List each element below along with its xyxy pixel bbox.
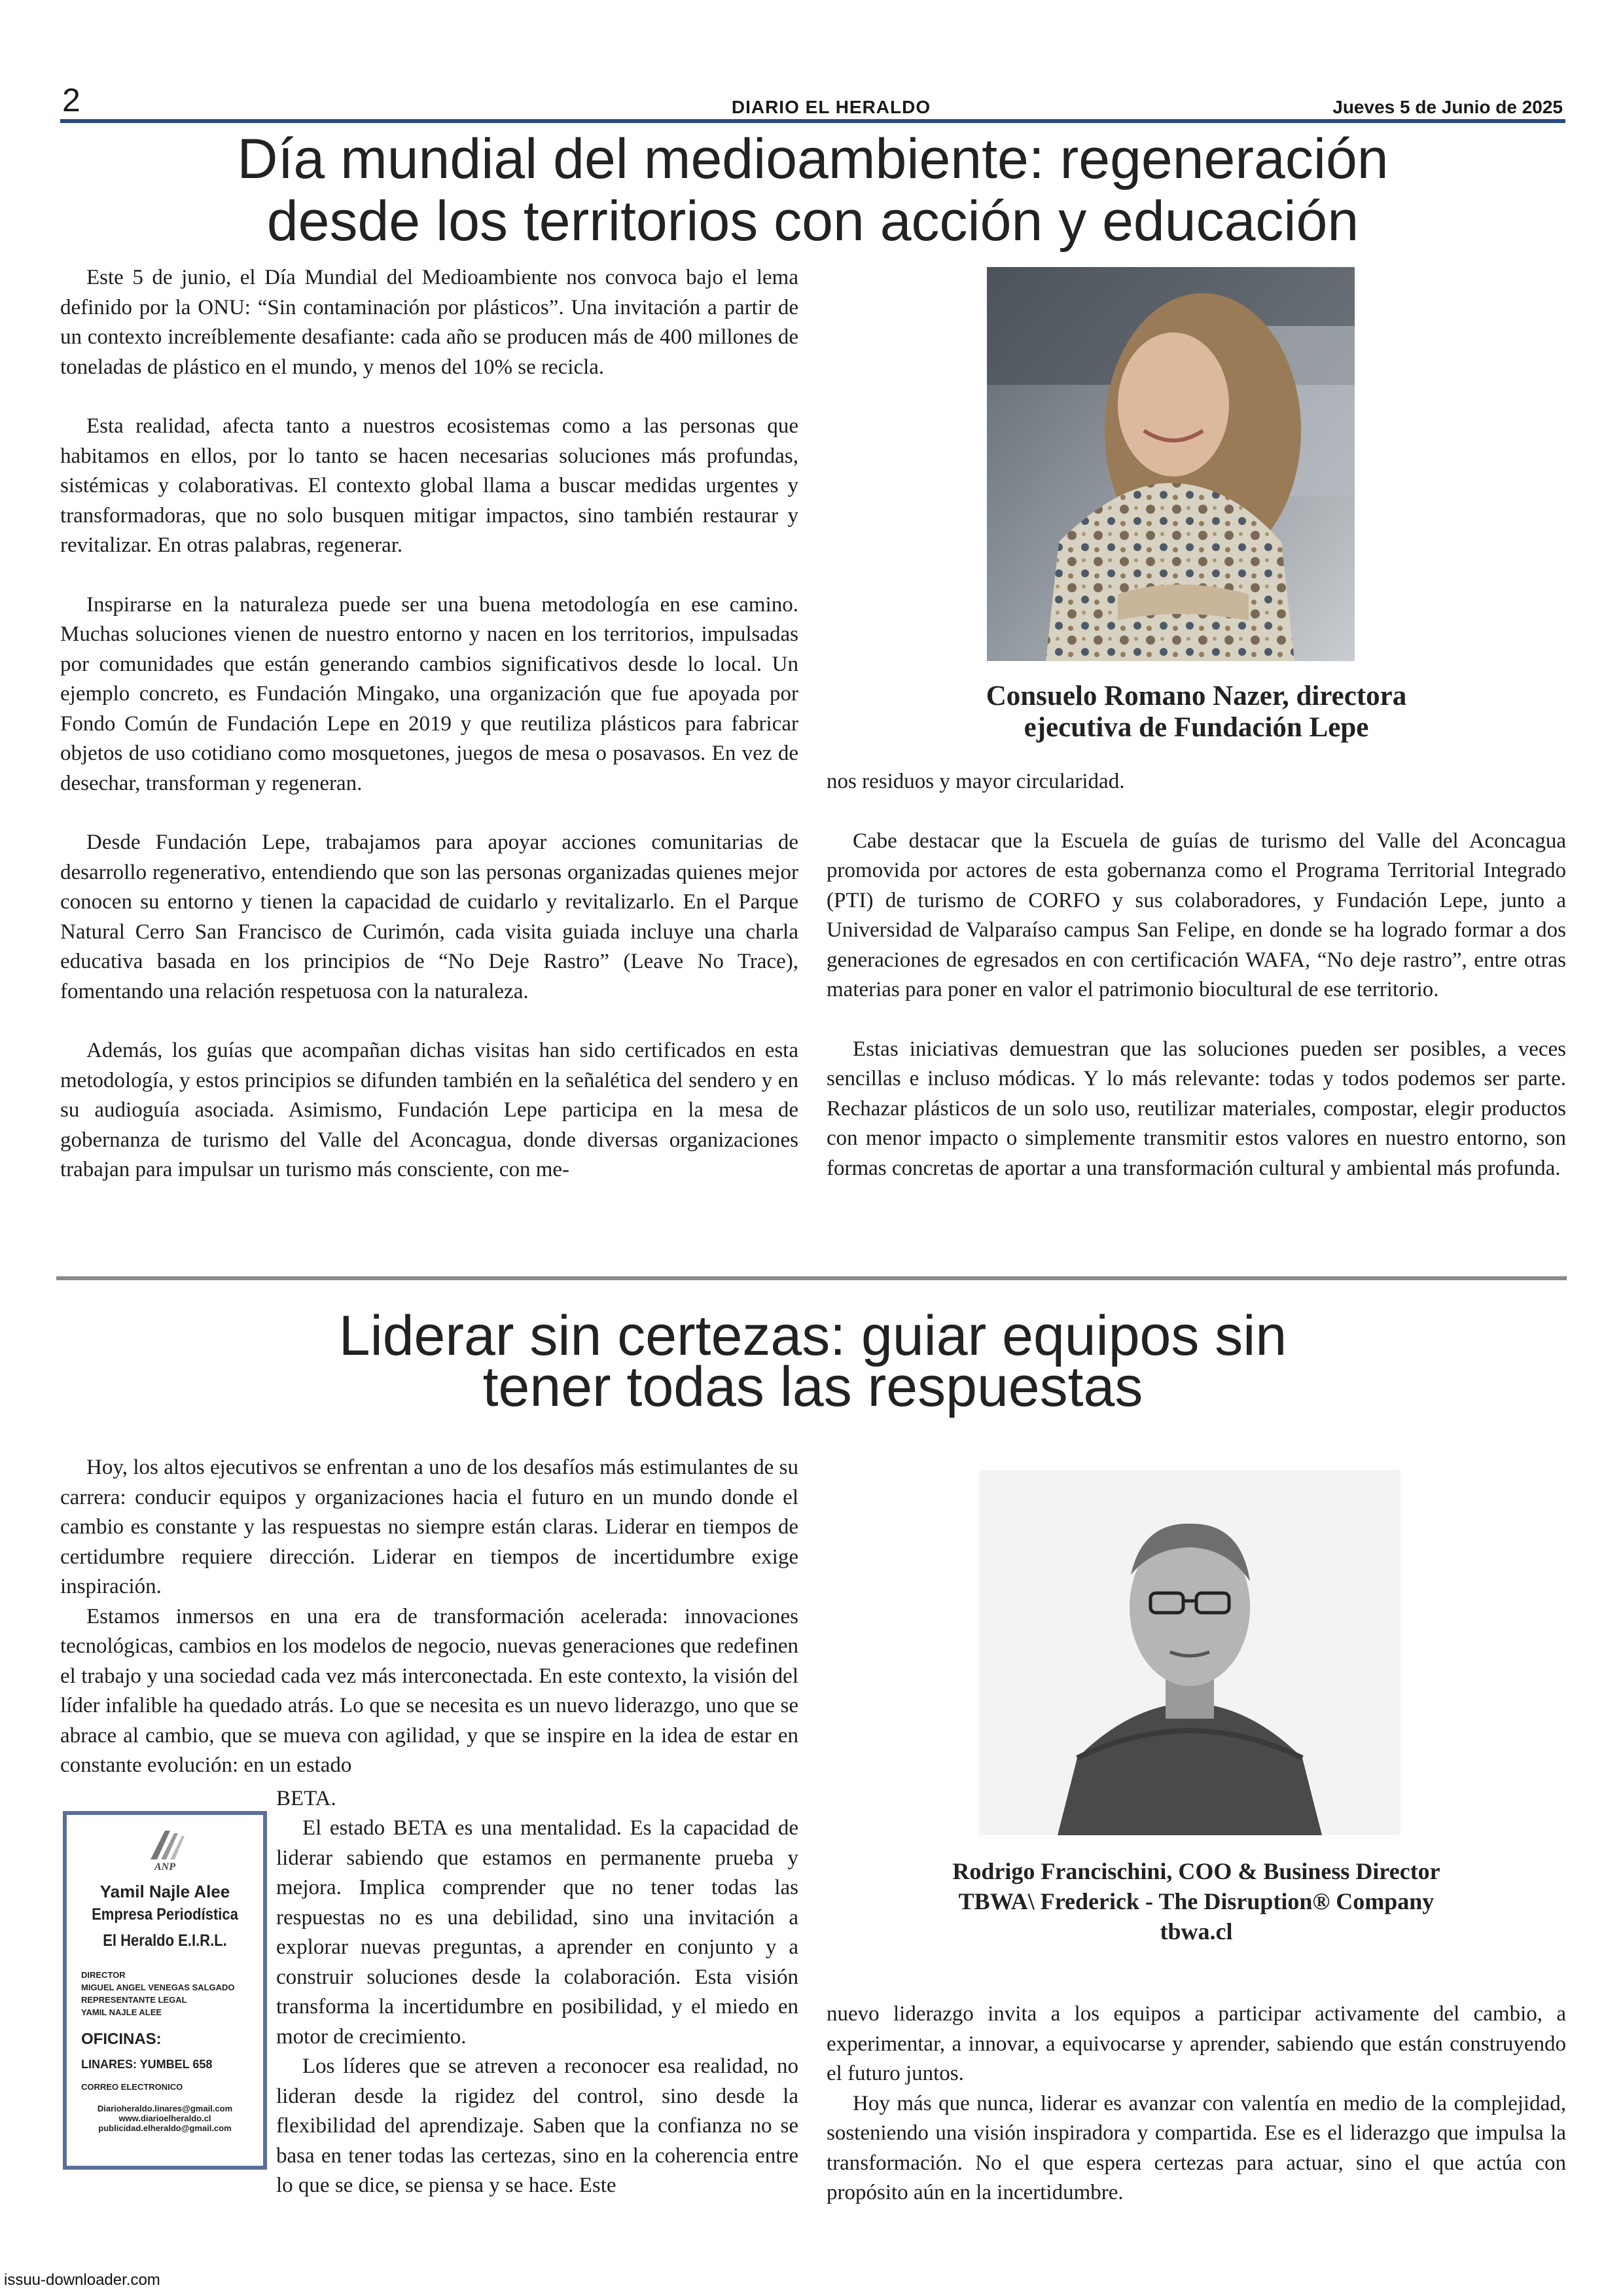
article2-caption-line1: Rodrigo Francischini, COO & Business Director	[952, 1858, 1440, 1884]
masthead-box	[63, 1811, 267, 2170]
masthead-website[interactable]: www.diarioelheraldo.cl	[118, 2113, 211, 2123]
masthead-company-line1: Empresa Periodística	[92, 1905, 238, 1924]
article1-portrait-photo	[987, 267, 1355, 661]
article2-headline	[60, 1304, 1565, 1418]
article1-left-column	[60, 263, 798, 1185]
masthead-ads-email[interactable]: publicidad.elheraldo@gmail.com	[98, 2123, 232, 2133]
header-rule	[60, 119, 1565, 123]
masthead-director-name: MIGUEL ANGEL VENEGAS SALGADO	[81, 1982, 235, 1992]
article1-right-column	[827, 767, 1566, 1183]
masthead-legal-label: REPRESENTANTE LEGAL	[81, 1995, 187, 2005]
article1-paragraph: Cabe destacar que la Escuela de guías de turismo del Valle del Aconcagua promovida por actores de esta gobernanza como el Programa Territorial Integrado (PTI) de turismo de CORFO y sus colaboradores, y Fundación Lepe, junto a Universidad de Valparaíso campus San Felipe, en donde se ha logrado formar a dos generaciones de egresados en con certificación WAFA, “No deje rastro”, entre otras materias para poner en valor el patrimonio biocultural de ese territorio.	[827, 829, 1566, 1001]
masthead-contact	[81, 2104, 249, 2133]
anp-logo-text: ANP	[154, 1861, 175, 1873]
section-divider	[56, 1276, 1567, 1280]
article1-paragraph: Este 5 de junio, el Día Mundial del Medioambiente nos convoca bajo el lema definido por la ONU: “Sin contaminación por plásticos”. Una invitación a partir de un contexto increíblemente desafiante: cada año se producen más de 400 millones de toneladas de plástico en el mundo, y menos del 10% se recicla.	[60, 266, 798, 379]
article2-narrow-column	[276, 1814, 798, 2201]
masthead-email[interactable]: Diarioheraldo.linares@gmail.com	[97, 2104, 233, 2113]
page-number: 2	[62, 82, 80, 118]
article1-headline	[60, 128, 1565, 253]
article1-continuation: nos residuos y mayor circularidad.	[827, 770, 1125, 793]
article2-caption-line3[interactable]: tbwa.cl	[1160, 1918, 1233, 1945]
article2-paragraph: El estado BETA es una mentalidad. Es la capacidad de liderar sabiendo que estamos en permanente prueba y mejora. Implica comprender que no tener todas las respuestas no es una debilidad, sino una invitación a explorar nuevas preguntas, a aprender en conjunto y a construir soluciones desde la colaboración. Esta visión transforma la incertidumbre en posibilidad, y el miedo en motor de crecimiento.	[276, 1816, 798, 2049]
article1-paragraph: Estas iniciativas demuestran que las soluciones pueden ser posibles, a veces sencillas e incluso módicas. Y lo más relevante: todas y todos podemos ser parte. Rechazar plásticos de un solo uso, reutilizar materiales, compostar, elegir productos con menor impacto o simplemente transmitir estos valores en nuestro entorno, son formas concretas de aportar a una transformación cultural y ambiental más profunda.	[827, 1037, 1566, 1180]
newspaper-name: DIARIO EL HERALDO	[731, 97, 931, 117]
article1-paragraph: Esta realidad, afecta tanto a nuestros ecosistemas como a las personas que habitamos en ellos, por lo tanto se hacen necesarias soluciones más profundas, sistémicas y colaborativas. El contexto global llama a buscar medidas urgentes y transformadoras, que no solo busquen mitigar impactos, sino también restaurar y revitalizar. En otras palabras, regenerar.	[60, 414, 798, 557]
article1-paragraph: Inspirarse en la naturaleza puede ser una buena metodología en ese camino. Muchas soluciones vienen de nuestro entorno y nacen en los territorios, impulsadas por comunidades que están generando cambios significativos desde lo local. Un ejemplo concreto, es Fundación Mingako, una organización que fue apoyada por Fondo Común de Fundación Lepe en 2019 y que reutiliza plásticos para fabricar objetos de uso cotidiano como mosquetones, juegos de mesa o posavasos. En vez de desechar, transforman y regeneran.	[60, 592, 798, 795]
article2-caption-line2: TBWA\ Frederick - The Disruption® Company	[958, 1888, 1435, 1914]
watermark: issuu-downloader.com	[4, 2271, 160, 2289]
masthead-legal-name: YAMIL NAJLE ALEE	[81, 2007, 162, 2017]
masthead-director-label: DIRECTOR	[81, 1970, 126, 1980]
article2-headline-line2: tener todas las respuestas	[482, 1355, 1143, 1418]
article2-paragraph: Hoy, los altos ejecutivos se enfrentan a uno de los desafíos más estimulantes de su carrera: conducir equipos y organizaciones hacia el futuro en un mundo donde el cambio es constante y las respuestas no siempre están claras. Liderar en tiempos de certidumbre requiere dirección. Liderar en tiempos de incertidumbre exige inspiración.	[60, 1456, 798, 1598]
article2-paragraph: Hoy más que nunca, liderar es avanzar con valentía en medio de la complejidad, sosteniendo una visión inspiradora y compartida. Ese es el liderazgo que impulsa la transformación. No el que espera certezas para actuar, sino el que actúa con propósito aún en la incertidumbre.	[827, 2091, 1566, 2204]
masthead-company-line2: El Heraldo E.I.R.L.	[103, 1931, 227, 1950]
article2-headline-line1: Liderar sin certezas: guiar equipos sin	[338, 1304, 1287, 1367]
article1-caption-line2: ejecutiva de Fundación Lepe	[1024, 712, 1369, 743]
article2-beta-word: BETA.	[276, 1787, 336, 1810]
masthead-offices-address: LINARES: YUMBEL 658	[81, 2058, 213, 2071]
article2-right-column	[827, 2000, 1566, 2208]
masthead-offices-label: OFICINAS:	[81, 2030, 162, 2048]
anp-logo-icon	[139, 1827, 191, 1873]
article1-paragraph: Además, los guías que acompañan dichas visitas han sido certificados en esta metodología, y estos principios se difunden también en la señalética del sendero y en su audioguía asociada. Asimismo, Fundación Lepe participa en la mesa de gobernanza de turismo del Valle del Aconcagua, donde diversas organizaciones trabajan para impulsar un turismo más consciente, con me-	[60, 1039, 798, 1181]
article1-photo-caption	[827, 681, 1566, 744]
article1-caption-line1: Consuelo Romano Nazer, directora	[986, 681, 1407, 711]
article1-paragraph: Desde Fundación Lepe, trabajamos para apoyar acciones comunitarias de desarrollo regenerativo, entendiendo que son las personas organizadas quienes mejor conocen su entorno y tienen la capacidad de cuidarlo y revitalizarlo. En el Parque Natural Cerro San Francisco de Curimón, cada visita guiada incluye una charla educativa basada en los principios de “No Deje Rastro” (Leave No Trace), fomentando una relación respetuosa con la naturaleza.	[60, 831, 798, 1003]
article2-intro	[60, 1453, 798, 1781]
article2-continuation: nuevo liderazgo invita a los equipos a participar activamente del cambio, a experimentar, a innovar, a equivocarse y aprender, sabiendo que están construyendo el futuro juntos.	[827, 2002, 1566, 2085]
article2-portrait-photo	[979, 1470, 1400, 1835]
article2-paragraph: Estamos inmersos en una era de transformación acelerada: innovaciones tecnológicas, cambios en los modelos de negocio, nuevas generaciones que redefinen el trabajo y una sociedad cada vez más interconectada. En este contexto, la visión del líder infalible ha quedado atrás. Lo que se necesita es un nuevo liderazgo, uno que se abrace al cambio, que se mueva con agilidad, y que se inspire en la idea de estar en constante evolución: en un estado	[60, 1604, 798, 1777]
article2-photo-caption	[794, 1856, 1599, 1946]
masthead-email-label: CORREO ELECTRONICO	[81, 2082, 183, 2092]
article2-paragraph: Los líderes que se atreven a reconocer esa realidad, no lideran desde la rigidez del control, sino desde la flexibilidad del aprendizaje. Saben que la confianza no se basa en tener todas las certezas, sino en la coherencia entre lo que se dice, se piensa y se hace. Este	[276, 2054, 798, 2197]
article1-headline-line1: Día mundial del medioambiente: regeneración	[237, 128, 1389, 190]
issue-date: Jueves 5 de Junio de 2025	[1332, 97, 1563, 117]
article1-headline-line2: desde los territorios con acción y educación	[266, 190, 1359, 253]
masthead-owner: Yamil Najle Alee	[99, 1882, 230, 1901]
